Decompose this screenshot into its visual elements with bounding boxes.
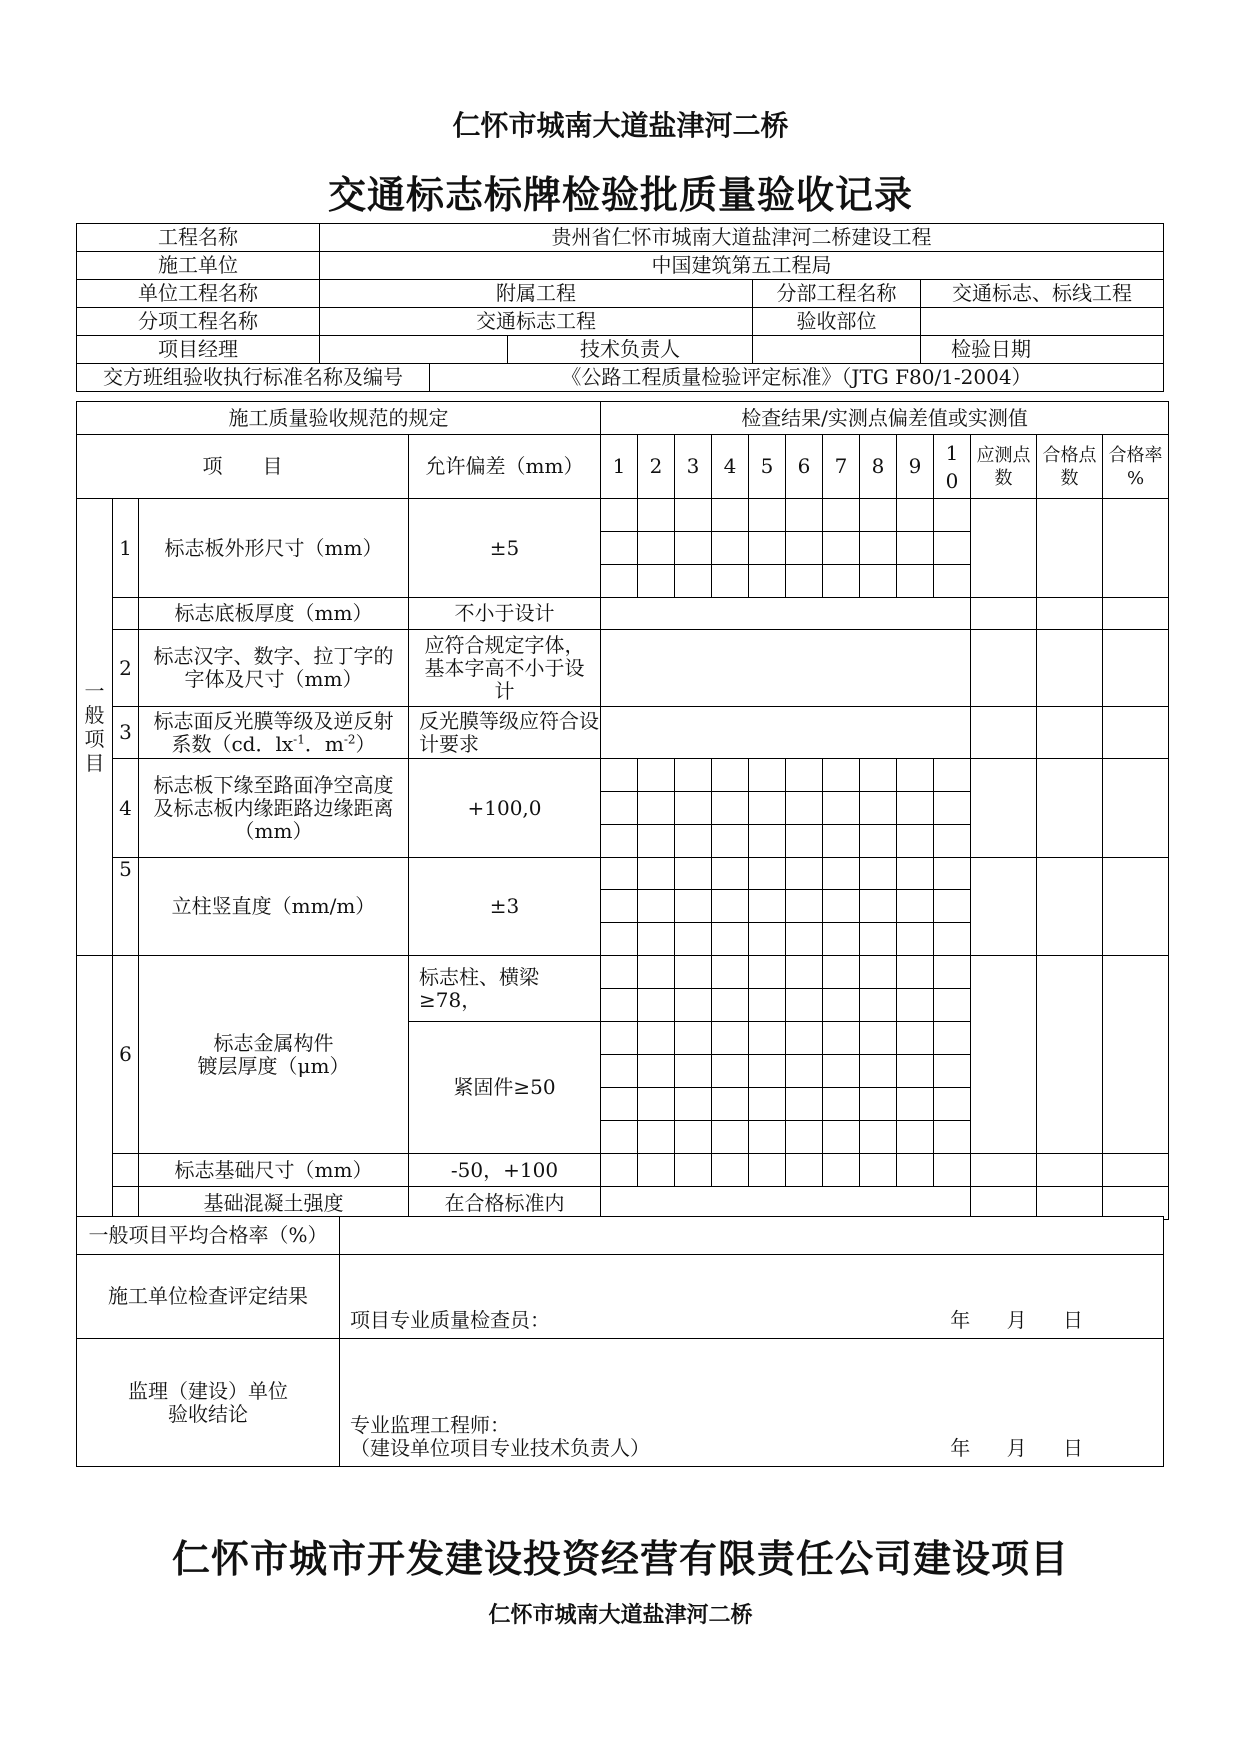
- inspection-table: [76, 401, 1169, 1220]
- point-col-6: 6: [786, 435, 823, 499]
- info-row-project: [77, 224, 1164, 252]
- table-row: [77, 956, 1169, 989]
- col-should-header: 应测点数: [971, 435, 1037, 499]
- unit-project-value: 附属工程: [320, 280, 753, 308]
- item-1-tolerance: ±5: [409, 499, 601, 598]
- info-row-item: [77, 308, 1164, 336]
- contractor-result-cell: [340, 1255, 1164, 1339]
- item-2-tolerance: 应符合规定字体，基本字高不小于设计: [409, 630, 601, 707]
- item-7-name: 标志基础尺寸（mm）: [139, 1154, 409, 1187]
- item-7-tolerance: -50，+100: [409, 1154, 601, 1187]
- project-name-label: 工程名称: [77, 224, 320, 252]
- item-no-2: 2: [113, 630, 139, 707]
- group-label: 一般项目: [77, 499, 113, 956]
- avg-rate-row: [77, 1217, 1164, 1255]
- manager-label: 项目经理: [77, 336, 320, 364]
- inspect-date-label: 检验日期: [951, 337, 1031, 361]
- supervisor-label: 监理（建设）单位 验收结论: [77, 1339, 340, 1467]
- item-6-name: 标志金属构件 镀层厚度（μm）: [139, 956, 409, 1154]
- item-4-tolerance: +100,0: [409, 759, 601, 858]
- footer-subtitle: 仁怀市城南大道盐津河二桥: [488, 1602, 753, 1628]
- contractor-value: 中国建筑第五工程局: [320, 252, 1164, 280]
- section-header-row: [77, 402, 1169, 435]
- item-no-3: 3: [113, 707, 139, 759]
- col-item-header: 项 目: [77, 435, 409, 499]
- col-pass-points-header: 合格点数: [1037, 435, 1103, 499]
- project-name-value: 贵州省仁怀市城南大道盐津河二桥建设工程: [320, 224, 1164, 252]
- column-header-row: [77, 435, 1169, 499]
- point-col-10: [934, 435, 971, 499]
- supervisor-result-row: [77, 1339, 1164, 1467]
- item-no-5: 5: [113, 858, 139, 956]
- sub-project-value: 交通标志、标线工程: [921, 280, 1164, 308]
- result-header: 检查结果/实测点偏差值或实测值: [601, 402, 1169, 435]
- item-3-name: 标志面反光膜等级及逆反射系数（cd．$lx^{-1}$．$m^{-2}$）: [139, 707, 409, 759]
- table-row: [77, 1187, 1169, 1220]
- info-row-unit: [77, 280, 1164, 308]
- manager-value: [320, 336, 508, 364]
- document-title: 交通标志标牌检验批质量验收记录: [327, 172, 913, 217]
- table-row: [77, 1154, 1169, 1187]
- inspector-label: 项目专业质量检查员：: [350, 1308, 550, 1332]
- point-col-3: 3: [675, 435, 712, 499]
- avg-rate-label: 一般项目平均合格率（%）: [77, 1217, 340, 1255]
- point-col-5: 5: [749, 435, 786, 499]
- point-col-2: 2: [638, 435, 675, 499]
- point-col-10-a: 1: [945, 440, 959, 465]
- point-col-10-b: 0: [945, 468, 959, 493]
- supervisor-result-cell: [340, 1339, 1164, 1467]
- engineer-label: 专业监理工程师： （建设单位项目专业技术负责人）: [350, 1413, 650, 1460]
- contractor-label: 施工单位: [77, 252, 320, 280]
- item-1b-name: 标志底板厚度（mm）: [139, 598, 409, 630]
- accept-part-label: 验收部位: [753, 308, 921, 336]
- item-5-name: 立柱竖直度（mm/m）: [139, 858, 409, 956]
- item-3-tolerance: 反光膜等级应符合设计要求: [409, 707, 601, 759]
- table-row: [77, 598, 1169, 630]
- item-5-tolerance: ±3: [409, 858, 601, 956]
- signature-table: [76, 1216, 1164, 1467]
- item-6-tolerance-a: 标志柱、横梁≥78，: [409, 956, 601, 1022]
- item-8-tolerance: 在合格标准内: [409, 1187, 601, 1220]
- point-col-8: 8: [860, 435, 897, 499]
- info-row-manager: [77, 336, 1164, 364]
- item-no-4: 4: [113, 759, 139, 858]
- unit-project-label: 单位工程名称: [77, 280, 320, 308]
- item-project-value: 交通标志工程: [320, 308, 753, 336]
- table-row: [77, 858, 1169, 890]
- accept-part-value: [921, 308, 1164, 336]
- supervisor-date: 年 月 日: [950, 1436, 1083, 1460]
- project-info-table: [76, 223, 1164, 392]
- col-pass-rate-header: 合格率 %: [1103, 435, 1169, 499]
- point-col-9: 9: [897, 435, 934, 499]
- info-row-contractor: [77, 252, 1164, 280]
- info-row-standard: [77, 364, 1164, 392]
- spec-header: 施工质量验收规范的规定: [77, 402, 601, 435]
- table-row: [77, 707, 1169, 759]
- inspect-date-cell: [921, 336, 1164, 364]
- item-6-tolerance-b: 紧固件≥50: [409, 1022, 601, 1154]
- standard-value: 《公路工程质量检验评定标准》（JTG F80/1-2004）: [430, 364, 1164, 392]
- item-1b-tolerance: 不小于设计: [409, 598, 601, 630]
- tech-lead-value: [753, 336, 921, 364]
- document-subtitle: 仁怀市城南大道盐津河二桥: [452, 109, 789, 142]
- table-row: [77, 499, 1169, 532]
- item-2-name: 标志汉字、数字、拉丁字的字体及尺寸（mm）: [139, 630, 409, 707]
- footer-title: 仁怀市城市开发建设投资经营有限责任公司建设项目: [171, 1536, 1069, 1581]
- item-no-6: 6: [113, 956, 139, 1154]
- contractor-date: 年 月 日: [950, 1308, 1083, 1332]
- avg-rate-value: [340, 1217, 1164, 1255]
- col-tolerance-header: 允许偏差（mm）: [409, 435, 601, 499]
- item-no-1: 1: [113, 499, 139, 598]
- sub-project-label: 分部工程名称: [753, 280, 921, 308]
- table-row: [77, 630, 1169, 707]
- point-col-7: 7: [823, 435, 860, 499]
- item-1-name: 标志板外形尺寸（mm）: [139, 499, 409, 598]
- contractor-result-row: [77, 1255, 1164, 1339]
- item-4-name: 标志板下缘至路面净空高度及标志板内缘距路边缘距离（mm）: [139, 759, 409, 858]
- standard-label: 交方班组验收执行标准名称及编号: [77, 364, 430, 392]
- point-col-1: 1: [601, 435, 638, 499]
- point-col-4: 4: [712, 435, 749, 499]
- item-project-label: 分项工程名称: [77, 308, 320, 336]
- tech-lead-label: 技术负责人: [508, 336, 753, 364]
- table-row: [77, 759, 1169, 792]
- item-8-name: 基础混凝土强度: [139, 1187, 409, 1220]
- contractor-result-label: 施工单位检查评定结果: [77, 1255, 340, 1339]
